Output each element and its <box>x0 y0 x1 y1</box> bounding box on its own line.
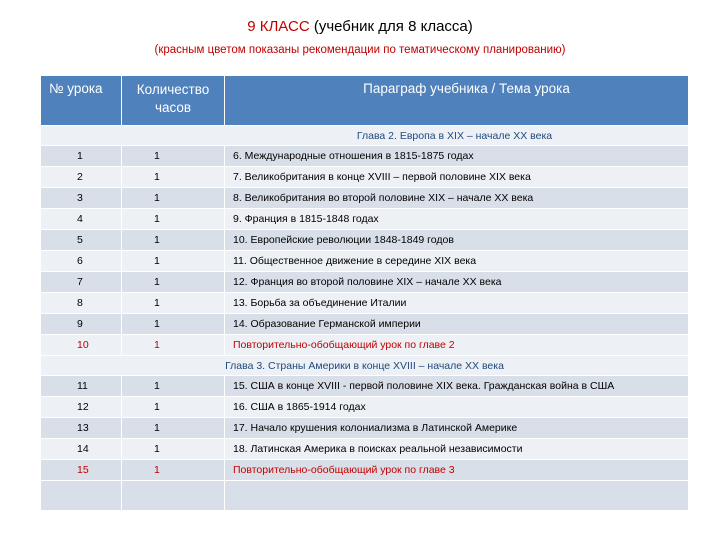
hours-cell: 1 <box>122 314 225 335</box>
topic-cell: 18. Латинская Америка в поисках реальной независимости <box>225 439 689 460</box>
table-header-row <box>41 76 689 126</box>
table-row <box>41 439 689 460</box>
topic-cell: 13. Борьба за объединение Италии <box>225 293 689 314</box>
topic-cell: 9. Франция в 1815-1848 годах <box>225 209 689 230</box>
lesson-number-cell: 2 <box>41 167 122 188</box>
hours-cell: 1 <box>122 188 225 209</box>
column-header-lesson-no: № урока <box>41 76 122 126</box>
hours-cell: 1 <box>122 376 225 397</box>
topic-cell: 8. Великобритания во второй половине XIX – начале XX века <box>225 188 689 209</box>
hours-cell: 1 <box>122 209 225 230</box>
topic-cell: 6. Международные отношения в 1815-1875 годах <box>225 146 689 167</box>
lesson-number-cell: 1 <box>41 146 122 167</box>
hours-cell: 1 <box>122 460 225 481</box>
title-textbook: (учебник для 8 класса) <box>309 18 473 35</box>
lesson-plan-table <box>40 75 689 511</box>
topic-cell: 17. Начало крушения колониализма в Латинской Америке <box>225 418 689 439</box>
lesson-number-cell: 7 <box>41 272 122 293</box>
lesson-number-cell: 11 <box>41 376 122 397</box>
hours-cell: 1 <box>122 418 225 439</box>
lesson-number-cell: 10 <box>41 335 122 356</box>
topic-cell: Повторительно-обобщающий урок по главе 2 <box>225 335 689 356</box>
table-row <box>41 188 689 209</box>
page-title <box>0 18 720 35</box>
lesson-number-cell: 9 <box>41 314 122 335</box>
topic-cell: 11. Общественное движение в середине XIX века <box>225 251 689 272</box>
chapter-3-body <box>41 376 689 481</box>
hours-cell: 1 <box>122 146 225 167</box>
lesson-number-cell: 12 <box>41 397 122 418</box>
empty-cell <box>225 481 689 511</box>
topic-cell: Повторительно-обобщающий урок по главе 3 <box>225 460 689 481</box>
table-row <box>41 272 689 293</box>
lesson-number-cell: 6 <box>41 251 122 272</box>
page-subtitle: (красным цветом показаны рекомендации по тематическому планированию) <box>154 44 566 56</box>
lesson-number-cell: 3 <box>41 188 122 209</box>
topic-cell: 10. Европейские революции 1848-1849 годов <box>225 230 689 251</box>
table-row <box>41 335 689 356</box>
hours-cell: 1 <box>122 397 225 418</box>
hours-cell: 1 <box>122 293 225 314</box>
column-header-hours: Количество часов <box>122 76 225 126</box>
chapter-3-row <box>41 356 689 376</box>
topic-cell: 16. США в 1865-1914 годах <box>225 397 689 418</box>
empty-cell <box>122 481 225 511</box>
lesson-number-cell: 8 <box>41 293 122 314</box>
table-row <box>41 460 689 481</box>
table-row <box>41 209 689 230</box>
table-row <box>41 146 689 167</box>
topic-cell: 14. Образование Германской империи <box>225 314 689 335</box>
title-class: 9 КЛАСС <box>247 18 310 35</box>
column-header-topic: Параграф учебника / Тема урока <box>225 76 689 126</box>
table-row <box>41 251 689 272</box>
hours-cell: 1 <box>122 230 225 251</box>
chapter-2-title: Глава 2. Европа в XIX – начале XX века <box>356 129 553 142</box>
table-row <box>41 376 689 397</box>
topic-cell: 15. США в конце XVIII - первой половине XIX века. Гражданская война в США <box>225 376 689 397</box>
lesson-number-cell: 5 <box>41 230 122 251</box>
topic-cell: 12. Франция во второй половине XIX – начале XX века <box>225 272 689 293</box>
hours-cell: 1 <box>122 251 225 272</box>
chapter-2-row <box>41 126 689 146</box>
empty-cell <box>41 481 122 511</box>
empty-row <box>41 481 689 511</box>
chapter-3-title: Глава 3. Страны Америки в конце XVIII – начале XX века <box>41 356 689 376</box>
lesson-number-cell: 13 <box>41 418 122 439</box>
table-row <box>41 230 689 251</box>
table-row <box>41 314 689 335</box>
table-row <box>41 418 689 439</box>
lesson-number-cell: 15 <box>41 460 122 481</box>
lesson-number-cell: 4 <box>41 209 122 230</box>
topic-cell: 7. Великобритания в конце XVIII – первой половине XIX века <box>225 167 689 188</box>
chapter-2-body <box>41 146 689 356</box>
hours-cell: 1 <box>122 439 225 460</box>
table-row <box>41 293 689 314</box>
lesson-number-cell: 14 <box>41 439 122 460</box>
hours-cell: 1 <box>122 272 225 293</box>
table-row <box>41 397 689 418</box>
hours-cell: 1 <box>122 335 225 356</box>
hours-cell: 1 <box>122 167 225 188</box>
table-row <box>41 167 689 188</box>
